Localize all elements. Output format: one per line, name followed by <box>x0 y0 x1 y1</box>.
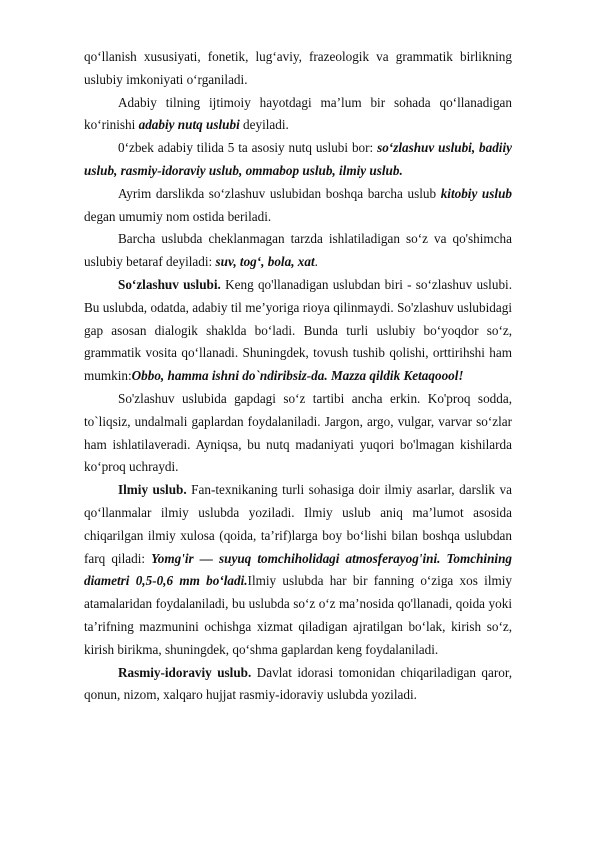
text-run: deyiladi. <box>239 117 289 133</box>
bold-italic-term: so‘zlashuv uslubi, badiiy uslub, rasmiy-idoraviy uslub, ommabop uslub, ilmiy uslub. <box>84 140 512 178</box>
bold-heading: So‘zlashuv uslubi. <box>118 276 221 292</box>
paragraph <box>84 137 512 183</box>
text-run: Barcha uslubda cheklanmagan tarzda ishlatiladigan so‘z va qo'shimcha uslubiy betaraf deyiladi: <box>84 231 512 270</box>
bold-italic-term: suv, tog‘, bola, xat <box>215 254 315 270</box>
paragraph <box>84 479 512 661</box>
text-run: Adabiy tilning ijtimoiy hayotdagi ma’lum bir sohada qo‘llanadigan ko‘rinishi <box>84 94 512 133</box>
text-run: So'zlashuv uslubida gapdagi so‘z tartibi ancha erkin. Ko'proq sodda, to`liqsiz, undalmali gaplardan foydalaniladi. Jargon, argo, vulgar, varvar so‘zlar ham ishlatilaveradi. Ayniqsa, bu nutq madaniyati yuqori bo'lmagan kishilarda ko‘proq uchraydi. <box>84 390 512 475</box>
bold-italic-term: adabiy nutq uslubi <box>138 117 240 133</box>
text-run: Ilmiy uslubda har bir fanning o‘ziga xos ilmiy atamalaridan foydalaniladi, bu uslubda so‘z o‘z ma’nosida qo'llanadi, qoida yoki ta’rifning mazmunini ochishga xizmat qiladigan ajratilgan bo‘lak, kirish so‘z, kirish birikma, shuningdek, qo‘shma gaplardan keng foydalaniladi. <box>84 573 512 657</box>
text-run: degan umumiy nom ostida beriladi. <box>84 208 272 224</box>
paragraph <box>84 274 512 388</box>
paragraph <box>84 662 512 708</box>
paragraph <box>84 228 512 274</box>
bold-italic-term: Obbo, hamma ishni do`ndiribsiz-da. Mazza qildik Ketaqoool! <box>131 368 464 384</box>
text-run: qo‘llanish xususiyati, fonetik, lug‘aviy, frazeologik va grammatik birlikning uslubiy imkoniyati o‘rganiladi. <box>84 49 512 87</box>
text-run: Fan-texnikaning turli sohasiga doir ilmiy asarlar, darslik va qo‘llanmalar ilmiy uslubda yoziladi. Ilmiy uslub aniq ma’lumot asosida chiqarilgan ilmiy xulosa (qoida, ta’rif)larga boy bo‘lishi bilan boshqa uslubdan farq qiladi: <box>84 482 512 566</box>
bold-heading: Ilmiy uslub. <box>118 482 187 498</box>
text-run: Keng qo'llanadigan uslubdan biri - so‘zlashuv uslubi. Bu uslubda, odatda, adabiy til me’yoriga rioya qilinmaydi. So'zlashuv uslubidagi gap asosan dialogik shaklda bo‘ladi. Bunda turli uslubiy bo‘yoqdor so‘z, grammatik vosita qo‘llanadi. Shuningdek, tovush tushib qolishi, orttirihshi ham mumkin: <box>84 276 512 384</box>
paragraph <box>84 92 512 138</box>
paragraph <box>84 46 512 92</box>
text-run: . <box>314 254 318 270</box>
bold-italic-term: kitobiy uslub <box>440 185 512 201</box>
bold-italic-term: Yomg'ir — suyuq tomchiholidagi atmosferayog'ini. Tomchining diametri 0,5-0,6 mm bo‘ladi. <box>84 550 512 589</box>
paragraph <box>84 388 512 479</box>
text-run: 0‘zbek adabiy tilida 5 ta asosiy nutq uslubi bor: <box>118 140 378 156</box>
bold-heading: Rasmiy-idoraviy uslub. <box>118 664 252 680</box>
paragraph <box>84 183 512 229</box>
text-run: Davlat idorasi tomonidan chiqariladigan qaror, qonun, nizom, xalqaro hujjat rasmiy-idoraviy uslubda yoziladi. <box>84 664 512 703</box>
text-run: Ayrim darslikda so‘zlashuv uslubidan boshqa barcha uslub <box>118 185 441 201</box>
